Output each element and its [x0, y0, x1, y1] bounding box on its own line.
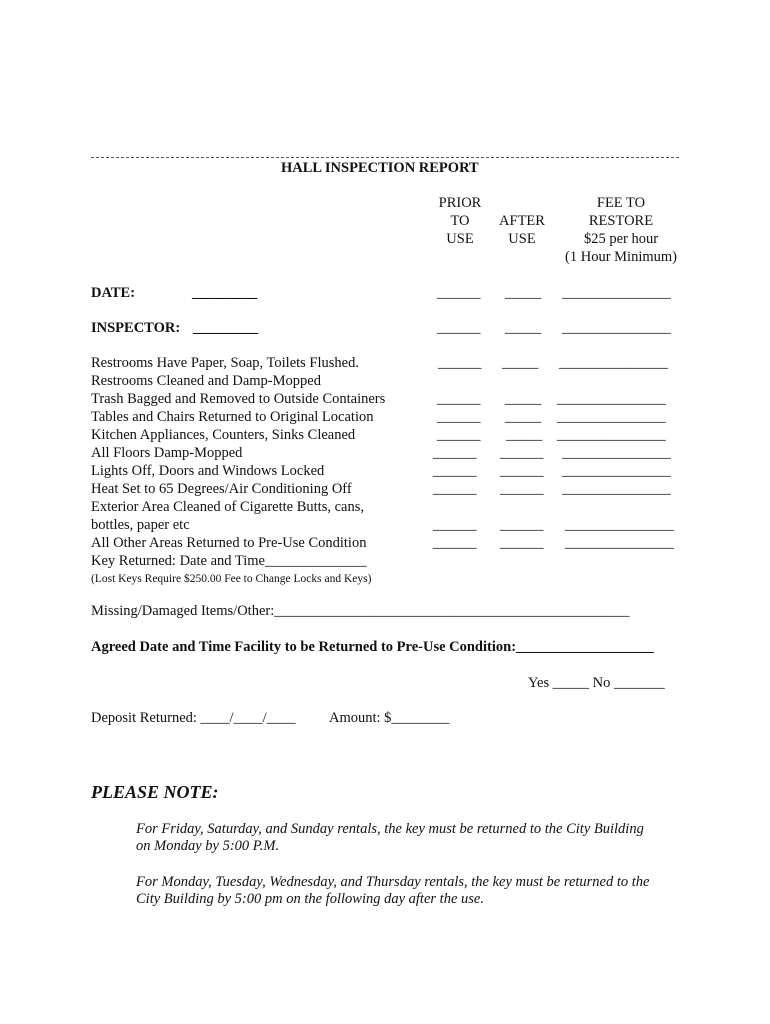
amount-field[interactable]: Amount: $________	[329, 710, 450, 726]
col-fee-line-1: FEE TO	[596, 195, 646, 211]
lost-keys-note: (Lost Keys Require $250.00 Fee to Change Locks and Keys)	[91, 573, 372, 585]
inspector-prior-field[interactable]: ______	[437, 320, 481, 336]
prior-field[interactable]: ______	[433, 481, 477, 497]
report-title: HALL INSPECTION REPORT	[281, 160, 479, 176]
please-note-heading: PLEASE NOTE:	[91, 782, 219, 802]
prior-field[interactable]: ______	[433, 535, 477, 551]
top-divider	[91, 157, 679, 158]
col-after-line-1: AFTER	[499, 213, 545, 229]
checklist-item: Exterior Area Cleaned of Cigarette Butts, cans,	[91, 499, 364, 515]
after-field[interactable]: _____	[506, 427, 543, 443]
yes-no-field[interactable]: Yes _____ No _______	[528, 675, 665, 691]
col-fee-line-2: RESTORE	[588, 213, 654, 229]
deposit-returned-field[interactable]: Deposit Returned: ____/____/____	[91, 710, 296, 726]
fee-field[interactable]: _______________	[557, 427, 666, 443]
col-after-line-2: USE	[508, 231, 536, 247]
col-prior-line-3: USE	[446, 231, 474, 247]
note-weekend-line-2: on Monday by 5:00 P.M.	[136, 838, 280, 854]
col-fee-line-3: $25 per hour	[583, 231, 659, 247]
prior-field[interactable]: ______	[433, 445, 477, 461]
checklist-item: Lights Off, Doors and Windows Locked	[91, 463, 325, 479]
date-prior-field[interactable]: ______	[437, 285, 481, 301]
inspector-field[interactable]: _________	[193, 320, 259, 336]
after-field[interactable]: _____	[505, 409, 542, 425]
checklist-item: bottles, paper etc	[91, 517, 190, 533]
checklist-item: Restrooms Cleaned and Damp-Mopped	[91, 373, 321, 389]
date-field[interactable]: _________	[192, 285, 258, 301]
date-label: DATE:	[91, 285, 136, 301]
prior-field[interactable]: ______	[433, 463, 477, 479]
agreed-date-field[interactable]: Agreed Date and Time Facility to be Returned to Pre-Use Condition:___________________	[91, 639, 654, 655]
fee-field[interactable]: _______________	[562, 481, 671, 497]
inspector-label: INSPECTOR:	[91, 320, 181, 336]
after-field[interactable]: ______	[500, 481, 544, 497]
note-weekday-line-1: For Monday, Tuesday, Wednesday, and Thursday rentals, the key must be returned to the	[136, 874, 650, 890]
checklist-item: Tables and Chairs Returned to Original Location	[91, 409, 374, 425]
checklist-item: Trash Bagged and Removed to Outside Containers	[91, 391, 386, 407]
fee-field[interactable]: _______________	[565, 535, 674, 551]
fee-field[interactable]: _______________	[557, 409, 666, 425]
checklist-item: Kitchen Appliances, Counters, Sinks Cleaned	[91, 427, 356, 443]
note-weekend-line-1: For Friday, Saturday, and Sunday rentals, the key must be returned to the City Building	[136, 821, 644, 837]
note-weekday-line-2: City Building by 5:00 pm on the following day after the use.	[136, 891, 484, 907]
inspector-after-field[interactable]: _____	[505, 320, 542, 336]
checklist-item: Restrooms Have Paper, Soap, Toilets Flushed.	[91, 355, 359, 371]
fee-field[interactable]: _______________	[562, 463, 671, 479]
fee-field[interactable]: _______________	[559, 355, 668, 371]
inspector-fee-field[interactable]: _______________	[562, 320, 671, 336]
missing-damaged-field[interactable]: Missing/Damaged Items/Other:_________________________________________________	[91, 603, 630, 619]
prior-field[interactable]: ______	[437, 427, 481, 443]
checklist-item: All Other Areas Returned to Pre-Use Condition	[91, 535, 367, 551]
after-field[interactable]: ______	[500, 535, 544, 551]
prior-field[interactable]: ______	[437, 409, 481, 425]
col-prior-line-1: PRIOR	[438, 195, 482, 211]
prior-field[interactable]: ______	[437, 391, 481, 407]
after-field[interactable]: _____	[502, 355, 539, 371]
after-field[interactable]: ______	[500, 463, 544, 479]
fee-field[interactable]: _______________	[562, 445, 671, 461]
after-field[interactable]: _____	[505, 391, 542, 407]
checklist-item: All Floors Damp-Mopped	[91, 445, 243, 461]
fee-field[interactable]: _______________	[565, 517, 674, 533]
fee-field[interactable]: _______________	[557, 391, 666, 407]
prior-field[interactable]: ______	[433, 517, 477, 533]
after-field[interactable]: ______	[500, 517, 544, 533]
after-field[interactable]: ______	[500, 445, 544, 461]
checklist-item: Heat Set to 65 Degrees/Air Conditioning Off	[91, 481, 352, 497]
prior-field[interactable]: ______	[438, 355, 482, 371]
col-prior-line-2: TO	[450, 213, 470, 229]
col-fee-line-4: (1 Hour Minimum)	[565, 249, 677, 265]
date-after-field[interactable]: _____	[505, 285, 542, 301]
date-fee-field[interactable]: _______________	[562, 285, 671, 301]
key-returned-field[interactable]: Key Returned: Date and Time______________	[91, 553, 367, 569]
